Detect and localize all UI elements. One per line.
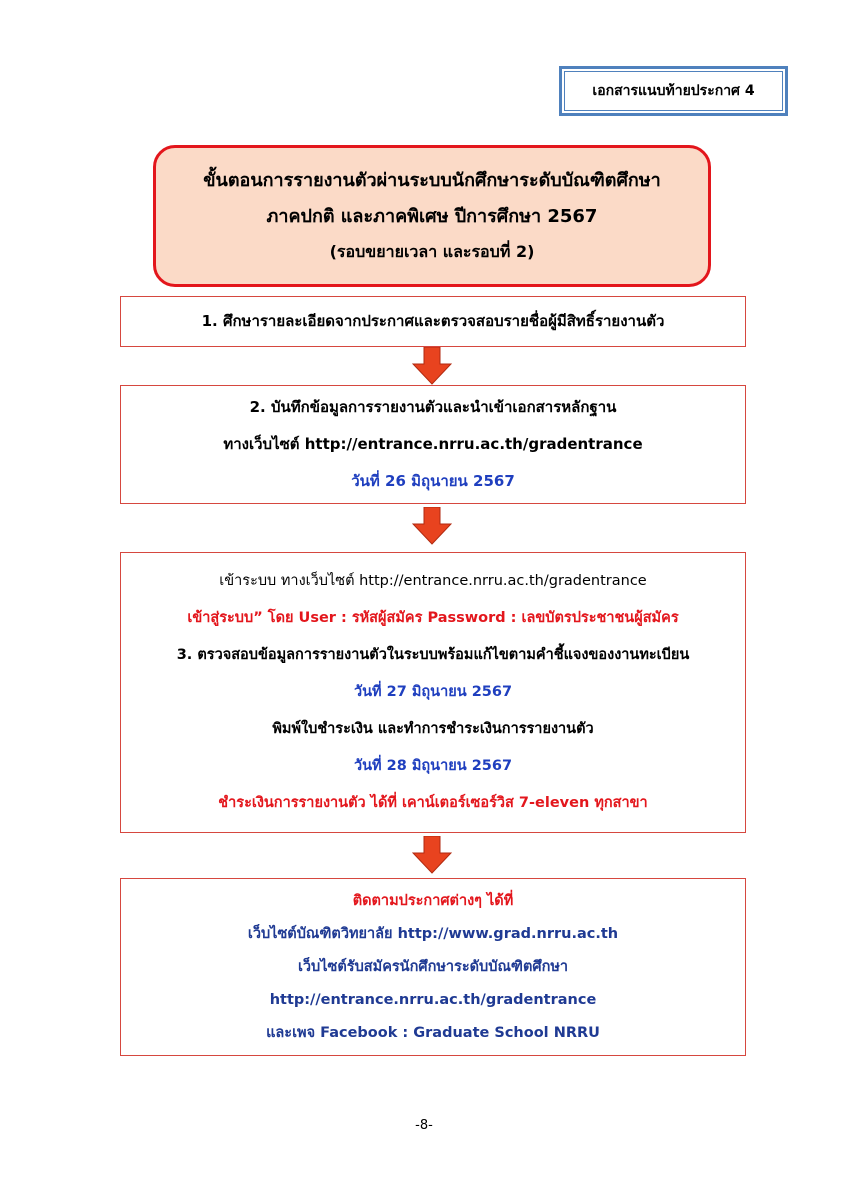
page-number: -8- xyxy=(415,1118,433,1133)
step-1-text: 1. ศึกษารายละเอียดจากประกาศและตรวจสอบรายชื่อผู้มีสิทธิ์รายงานตัว xyxy=(201,312,665,330)
attachment-label-box xyxy=(559,66,788,116)
down-arrow-icon xyxy=(412,836,452,874)
step-4-line-4: http://entrance.nrru.ac.th/gradentrance xyxy=(269,991,597,1008)
step-3-box xyxy=(120,552,746,833)
step-3-date-2: วันที่ 28 มิถุนายน 2567 xyxy=(353,758,513,774)
step-4-line-1: ติดตามประกาศต่างๆ ได้ที่ xyxy=(352,892,514,909)
attachment-label: เอกสารแนบท้ายประกาศ 4 xyxy=(564,71,783,111)
step-1-box xyxy=(120,296,746,347)
step-2-date: วันที่ 26 มิถุนายน 2567 xyxy=(351,472,515,490)
step-3-login: เข้าระบบ ทางเว็บไซต์ http://entrance.nrru.ac.th/gradentrance xyxy=(219,573,647,589)
down-arrow-icon xyxy=(412,507,452,545)
title-line-1: ขั้นตอนการรายงานตัวผ่านระบบนักศึกษาระดับบัณฑิตศึกษา xyxy=(203,170,661,191)
step-3-date-1: วันที่ 27 มิถุนายน 2567 xyxy=(353,684,513,700)
step-3-credentials: เข้าสู่ระบบ” โดย User : รหัสผู้สมัคร Password : เลขบัตรประชาชนผู้สมัคร xyxy=(187,610,679,626)
step-2-box xyxy=(120,385,746,504)
step-4-line-3: เว็บไซต์รับสมัครนักศึกษาระดับบัณฑิตศึกษา xyxy=(297,958,569,975)
step-4-line-2: เว็บไซต์บัณฑิตวิทยาลัย http://www.grad.nrru.ac.th xyxy=(247,925,619,942)
step-2-line-1: 2. บันทึกข้อมูลการรายงานตัวและนำเข้าเอกสารหลักฐาน xyxy=(249,398,617,416)
step-3-check: 3. ตรวจสอบข้อมูลการรายงานตัวในระบบพร้อมแก้ไขตามคำชี้แจงของงานทะเบียน xyxy=(176,647,690,663)
title-box xyxy=(153,145,711,287)
title-line-2: ภาคปกติ และภาคพิเศษ ปีการศึกษา 2567 xyxy=(266,206,598,227)
step-3-print: พิมพ์ใบชำระเงิน และทำการชำระเงินการรายงานตัว xyxy=(272,721,594,737)
step-2-line-2: ทางเว็บไซต์ http://entrance.nrru.ac.th/gradentrance xyxy=(223,435,643,453)
title-line-3: (รอบขยายเวลา และรอบที่ 2) xyxy=(329,242,535,261)
step-3-payment: ชำระเงินการรายงานตัว ได้ที่ เคาน์เตอร์เซอร์วิส 7-eleven ทุกสาขา xyxy=(218,795,648,811)
step-4-line-5: และเพจ Facebook : Graduate School NRRU xyxy=(266,1024,600,1041)
step-4-box xyxy=(120,878,746,1056)
down-arrow-icon xyxy=(412,347,452,385)
